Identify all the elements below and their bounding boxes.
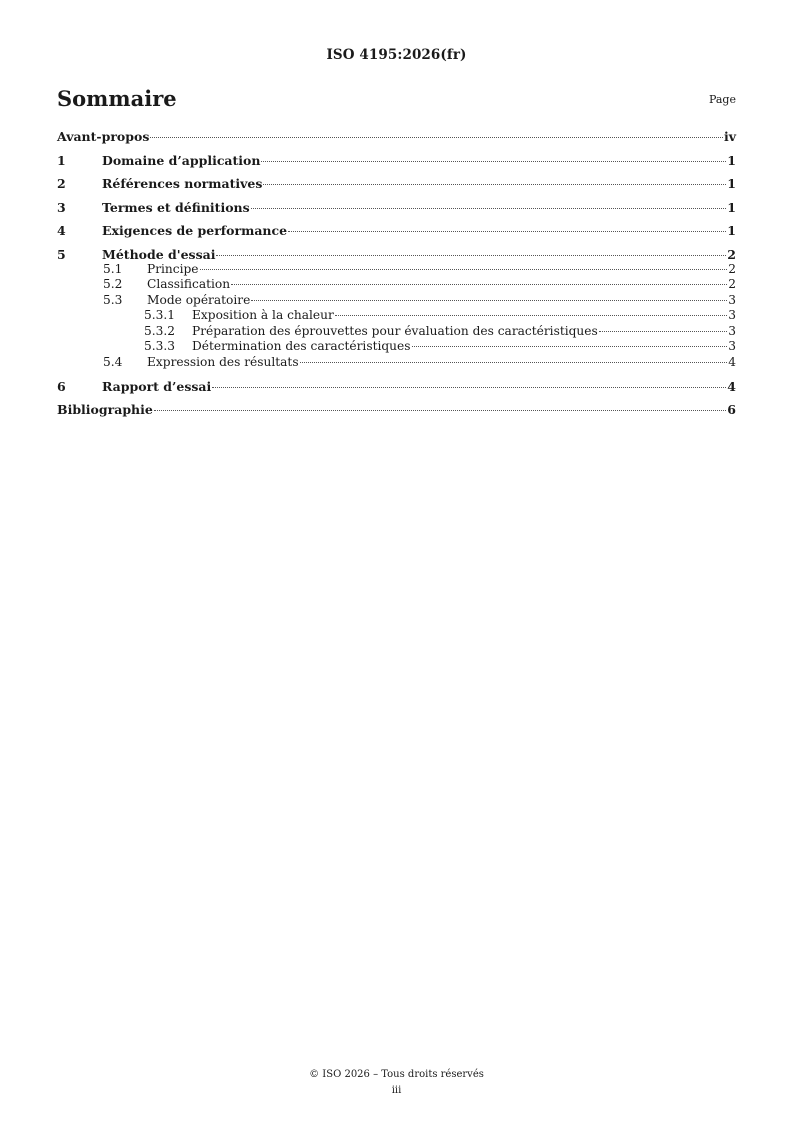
page-footer — [0, 1067, 793, 1099]
toc-entry-number: 1 — [57, 152, 66, 168]
toc-entry-title: Avant-propos — [57, 129, 150, 144]
toc-entry-title: Expression des résultats — [147, 354, 299, 369]
toc-entry-title: Bibliographie — [57, 402, 153, 417]
toc-entry-page: 4 — [728, 354, 736, 369]
toc-entry-number: 3 — [57, 199, 66, 215]
toc-entry-title: Rapport d’essai — [102, 378, 212, 394]
dot-leader — [150, 137, 723, 138]
toc-entry-page: 3 — [728, 292, 736, 307]
toc-entry-title: Exposition à la chaleur — [192, 308, 334, 322]
dot-leader — [335, 315, 727, 316]
toc-entry-page: 1 — [727, 199, 736, 215]
toc-entry-title: Domaine d’application — [102, 152, 261, 168]
dot-leader — [300, 362, 728, 363]
toc-entry-title: Préparation des éprouvettes pour évaluation des caractéristiques — [192, 323, 598, 338]
toc-entry-title: Références normatives — [102, 176, 263, 191]
dot-leader — [154, 410, 726, 411]
toc-entry-page: 2 — [728, 261, 736, 276]
toc-entry-page: 2 — [728, 277, 736, 291]
toc-entry-4[interactable] — [57, 223, 736, 238]
toc-entry-avant-propos[interactable] — [57, 129, 736, 144]
toc-entry-1[interactable] — [57, 153, 736, 168]
toc-entry-number: 2 — [57, 176, 66, 191]
toc-entry-5-2[interactable] — [57, 277, 736, 293]
dot-leader — [251, 208, 727, 209]
toc-entry-6[interactable] — [57, 379, 736, 394]
dot-leader — [231, 284, 727, 285]
toc-entry-number: 5.3.1 — [144, 308, 176, 322]
toc-entry-title: Principe — [147, 261, 199, 276]
dot-leader — [200, 269, 728, 270]
page-column-label: Page — [708, 93, 736, 106]
dot-leader — [251, 300, 727, 301]
toc-entry-5-3[interactable] — [57, 293, 736, 309]
toc-entry-number: 5.3 — [103, 292, 123, 307]
toc-entry-page: 3 — [728, 339, 736, 353]
toc-entry-number: 5.3.2 — [144, 323, 176, 338]
toc-entry-5-3-1[interactable] — [57, 308, 736, 324]
toc-entry-5-3-2[interactable] — [57, 324, 736, 340]
dot-leader — [288, 231, 726, 232]
toc-entry-number: 5.3.3 — [144, 339, 176, 353]
toc-entry-5[interactable] — [57, 247, 736, 262]
copyright-notice: © ISO 2026 – Tous droits réservés — [309, 1069, 484, 1080]
toc-entry-5-4[interactable] — [57, 355, 736, 371]
toc-entry-title: Termes et définitions — [102, 199, 250, 215]
toc-entry-page: 1 — [727, 176, 736, 191]
toc-entry-number: 5.4 — [103, 354, 123, 369]
toc-entry-page: 3 — [728, 323, 736, 338]
toc-entry-title: Exigences de performance — [102, 223, 288, 238]
toc-entry-page: 4 — [727, 378, 736, 394]
toc-entry-3[interactable] — [57, 200, 736, 215]
page-number: iii — [391, 1085, 402, 1096]
toc-entry-page: iv — [723, 129, 736, 144]
dot-leader — [412, 346, 728, 347]
toc-entry-title: Classification — [147, 277, 231, 291]
toc-entry-number: 4 — [57, 223, 66, 238]
dot-leader — [261, 161, 726, 162]
toc-entry-page: 3 — [728, 308, 736, 322]
toc-entry-title: Mode opératoire — [147, 292, 251, 307]
dot-leader — [216, 255, 726, 256]
table-of-contents — [57, 129, 736, 417]
dot-leader — [599, 331, 728, 332]
toc-entry-page: 1 — [727, 152, 736, 168]
toc-entry-page: 2 — [727, 246, 736, 262]
dot-leader — [212, 387, 726, 388]
toc-entry-title: Méthode d'essai — [102, 246, 216, 262]
toc-entry-5-3-3[interactable] — [57, 339, 736, 355]
toc-entry-5-1[interactable] — [57, 262, 736, 278]
toc-entry-2[interactable] — [57, 176, 736, 191]
toc-entry-bibliographie[interactable] — [57, 402, 736, 417]
toc-entry-title: Détermination des caractéristiques — [192, 339, 411, 353]
toc-entry-number: 5.2 — [103, 277, 123, 291]
toc-entry-number: 5.1 — [103, 261, 123, 276]
toc-entry-number: 6 — [57, 378, 66, 394]
toc-entry-number: 5 — [57, 246, 66, 262]
dot-leader — [263, 184, 726, 185]
toc-entry-page: 1 — [727, 223, 736, 238]
toc-entry-page: 6 — [727, 402, 736, 417]
toc-heading: Sommaire — [57, 86, 177, 111]
document-id-header: ISO 4195:2026(fr) — [326, 47, 467, 63]
